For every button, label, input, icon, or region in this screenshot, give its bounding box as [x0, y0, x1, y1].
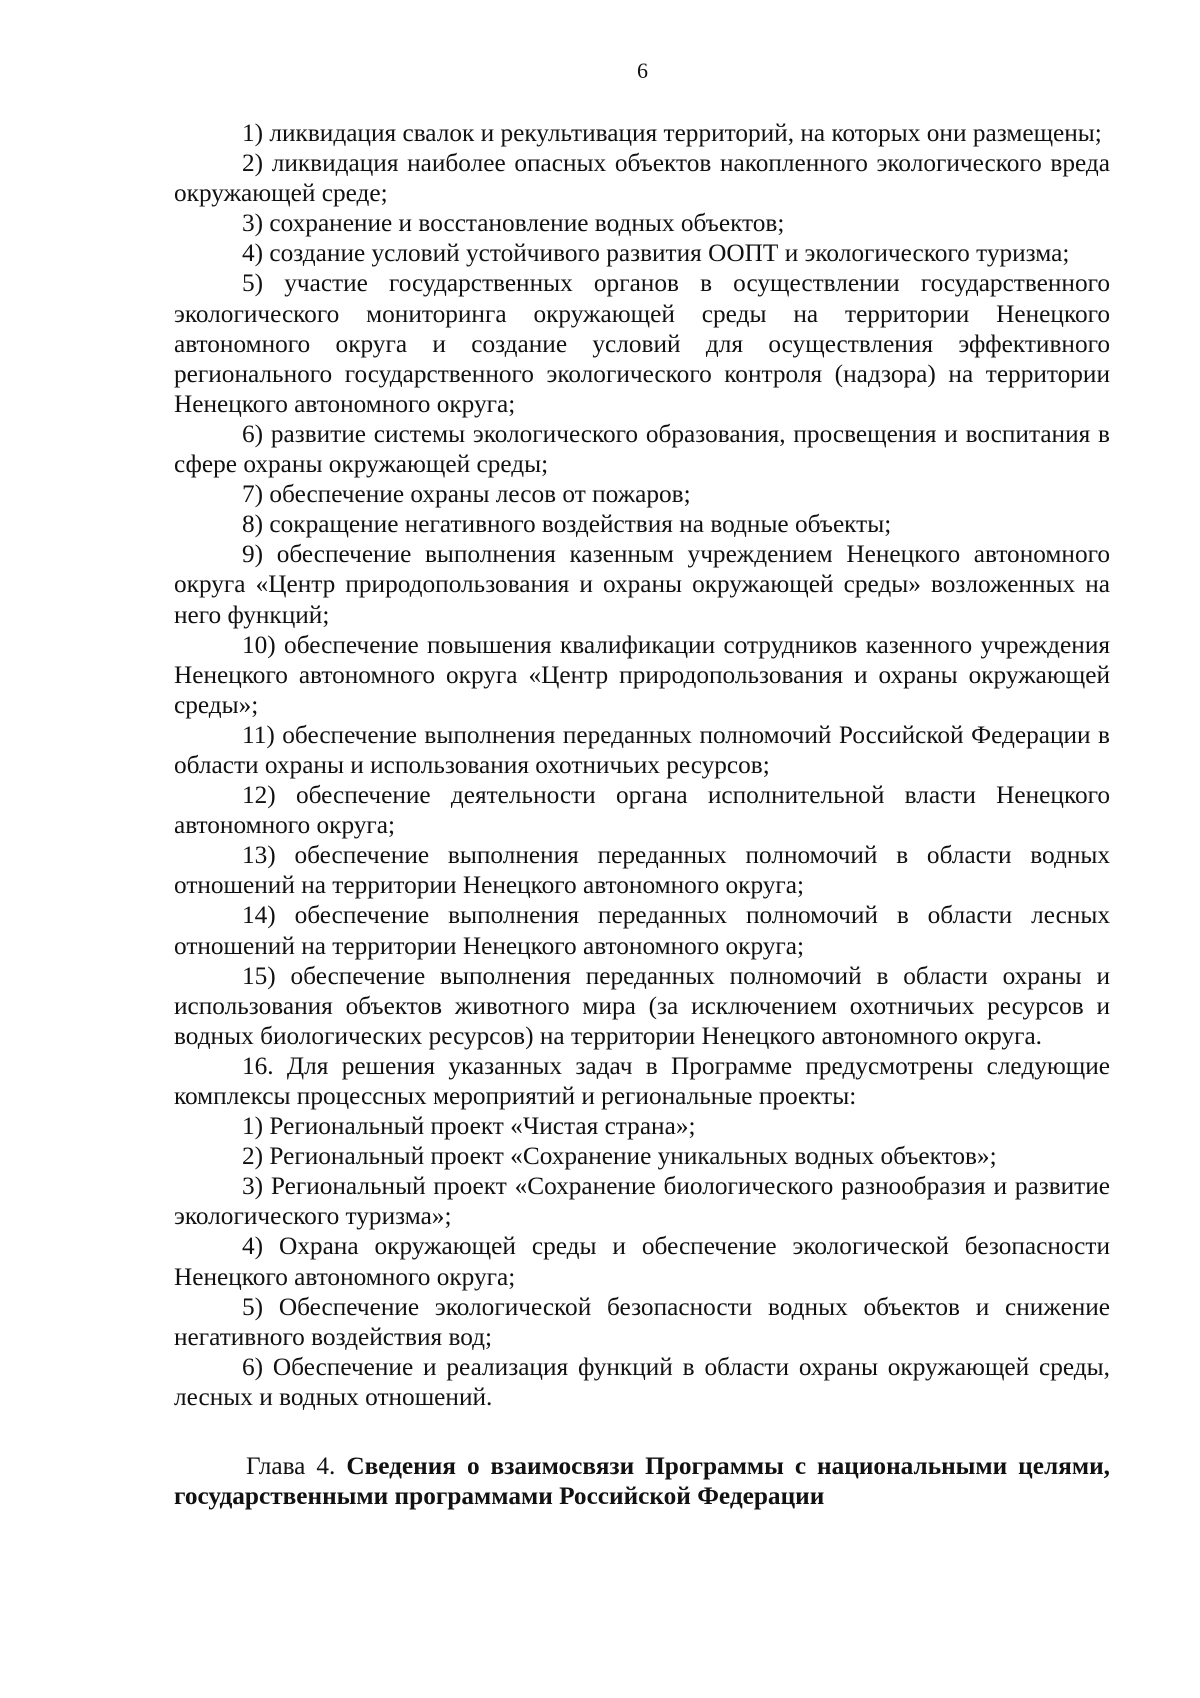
list-item: 13) обеспечение выполнения переданных полномочий в области водных отношений на территории Ненецкого автономного округа; — [174, 841, 1110, 900]
section-paragraph: 16. Для решения указанных задач в Программе предусмотрены следующие комплексы процессных мероприятий и региональные проекты: — [174, 1051, 1110, 1110]
list-item: 8) сокращение негативного воздействия на водные объекты; — [242, 510, 892, 539]
list-item: 1) Региональный проект «Чистая страна»; — [242, 1112, 696, 1141]
page-number: 6 — [637, 58, 648, 83]
list-item: 11) обеспечение выполнения переданных полномочий Российской Федерации в области охраны и использования охотничьих ресурсов; — [174, 720, 1110, 779]
list-item: 2) ликвидация наиболее опасных объектов накопленного экологического вреда окружающей среде; — [174, 149, 1110, 208]
list-item: 3) Региональный проект «Сохранение биологического разнообразия и развитие экологического туризма»; — [174, 1172, 1110, 1231]
document-body — [174, 118, 1110, 1511]
list-item: 9) обеспечение выполнения казенным учреждением Ненецкого автономного округа «Центр природопользования и охраны окружающей среды» возложенных на него функций; — [174, 540, 1110, 629]
list-item: 4) Охрана окружающей среды и обеспечение экологической безопасности Ненецкого автономного округа; — [174, 1232, 1110, 1291]
list-item: 6) Обеспечение и реализация функций в области охраны окружающей среды, лесных и водных отношений. — [174, 1352, 1110, 1411]
list-item: 2) Региональный проект «Сохранение уникальных водных объектов»; — [242, 1142, 997, 1171]
chapter-title: Сведения о взаимосвязи Программы с национальными целями, государственными программами Российской Федерации — [174, 1452, 1110, 1511]
chapter-label: Глава 4. — [246, 1452, 336, 1481]
list-item: 14) обеспечение выполнения переданных полномочий в области лесных отношений на территории Ненецкого автономного округа; — [174, 901, 1110, 960]
list-item: 12) обеспечение деятельности органа исполнительной власти Ненецкого автономного округа; — [174, 781, 1110, 840]
list-item: 5) Обеспечение экологической безопасности водных объектов и снижение негативного воздействия вод; — [174, 1292, 1110, 1351]
list-item: 4) создание условий устойчивого развития ООПТ и экологического туризма; — [242, 239, 1070, 268]
chapter-heading — [174, 1451, 1110, 1511]
list-item: 10) обеспечение повышения квалификации сотрудников казенного учреждения Ненецкого автономного округа «Центр природопользования и охраны окружающей среды»; — [174, 630, 1110, 719]
list-item: 3) сохранение и восстановление водных объектов; — [242, 209, 785, 238]
list-item: 15) обеспечение выполнения переданных полномочий в области охраны и использования объектов животного мира (за исключением охотничьих ресурсов и водных биологических ресурсов) на территории Ненецкого автономного округа. — [174, 961, 1110, 1050]
list-item: 5) участие государственных органов в осуществлении государственного экологического мониторинга окружающей среды на территории Ненецкого автономного округа и создание условий для осуществления эффективного регионального государственного экологического контроля (надзора) на территории Ненецкого автономного округа; — [174, 269, 1110, 418]
list-item: 1) ликвидация свалок и рекультивация территорий, на которых они размещены; — [242, 119, 1102, 147]
list-item: 7) обеспечение охраны лесов от пожаров; — [242, 480, 691, 509]
list-item: 6) развитие системы экологического образования, просвещения и воспитания в сфере охраны окружающей среды; — [174, 419, 1110, 479]
